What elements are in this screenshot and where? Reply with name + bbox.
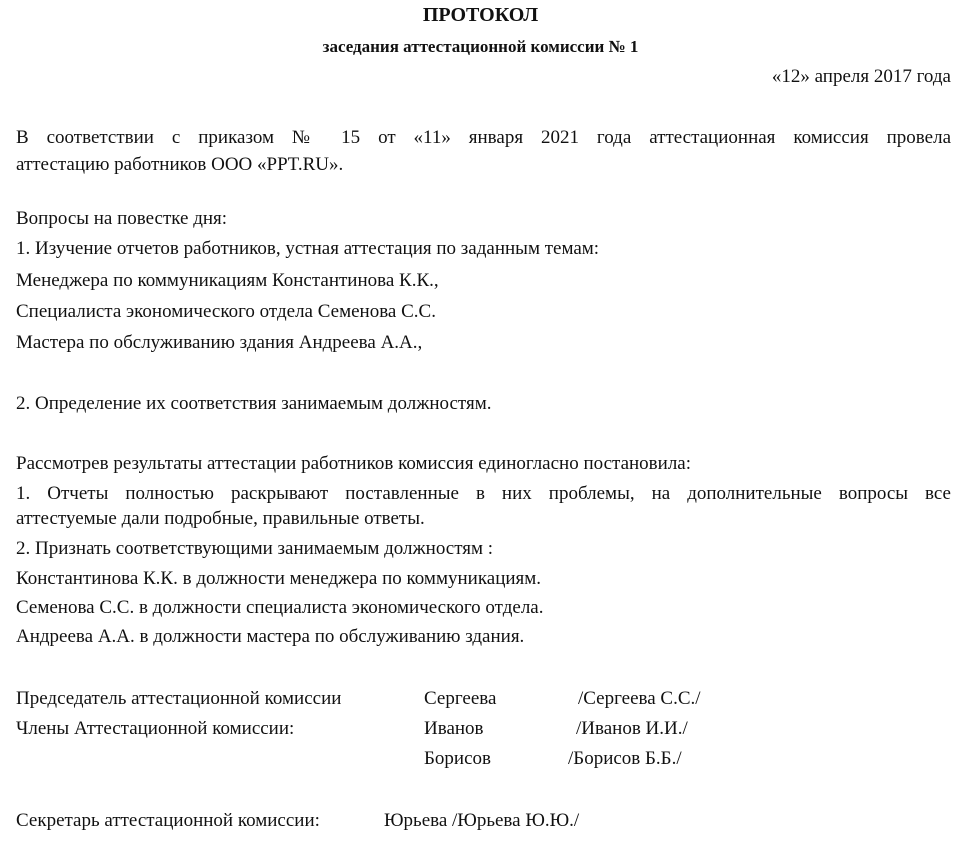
agenda-heading: Вопросы на повестке дня: xyxy=(16,208,228,229)
decision-item-1-line-1: 1. Отчеты полностью раскрывают поставленные в них проблемы, на дополнительные вопросы все xyxy=(16,483,951,504)
member-2-name: /Борисов Б.Б./ xyxy=(568,748,682,769)
decision-person-2: Семенова С.С. в должности специалиста экономического отдела. xyxy=(16,597,544,618)
members-label: Члены Аттестационной комиссии: xyxy=(16,718,295,739)
decision-item-1-line-2: аттестуемые дали подробные, правильные ответы. xyxy=(16,508,425,529)
chair-label: Председатель аттестационной комиссии xyxy=(16,688,342,709)
agenda-person-2: Специалиста экономического отдела Семенова С.С. xyxy=(16,301,436,322)
secretary-label: Секретарь аттестационной комиссии: xyxy=(16,810,320,831)
agenda-person-1: Менеджера по коммуникациям Константинова К.К., xyxy=(16,270,439,291)
decision-heading: Рассмотрев результаты аттестации работников комиссия единогласно постановила: xyxy=(16,453,692,474)
secretary-signature: Юрьева /Юрьева Ю.Ю./ xyxy=(384,810,580,831)
decision-person-1: Константинова К.К. в должности менеджера по коммуникациям. xyxy=(16,568,542,589)
agenda-person-3: Мастера по обслуживанию здания Андреева А.А., xyxy=(16,332,423,353)
decision-person-3: Андреева А.А. в должности мастера по обслуживанию здания. xyxy=(16,626,525,647)
document-title: ПРОТОКОЛ xyxy=(422,4,539,26)
chair-name: /Сергеева С.С./ xyxy=(578,688,701,709)
intro-line-1: В соответствии с приказом № 15 от «11» января 2021 года аттестационная комиссия провела xyxy=(16,127,951,148)
intro-line-2: аттестацию работников ООО «PPT.RU». xyxy=(16,154,344,175)
agenda-item-2: 2. Определение их соответствия занимаемым должностям. xyxy=(16,393,492,414)
chair-signature: Сергеева xyxy=(424,688,497,709)
document-subtitle: заседания аттестационной комиссии № 1 xyxy=(322,37,639,56)
member-2-signature: Борисов xyxy=(424,748,491,769)
member-1-name: /Иванов И.И./ xyxy=(576,718,688,739)
member-1-signature: Иванов xyxy=(424,718,484,739)
agenda-item-1: 1. Изучение отчетов работников, устная аттестация по заданным темам: xyxy=(16,238,600,259)
decision-item-2: 2. Признать соответствующими занимаемым должностям : xyxy=(16,538,494,559)
document-date: «12» апреля 2017 года xyxy=(771,66,951,87)
